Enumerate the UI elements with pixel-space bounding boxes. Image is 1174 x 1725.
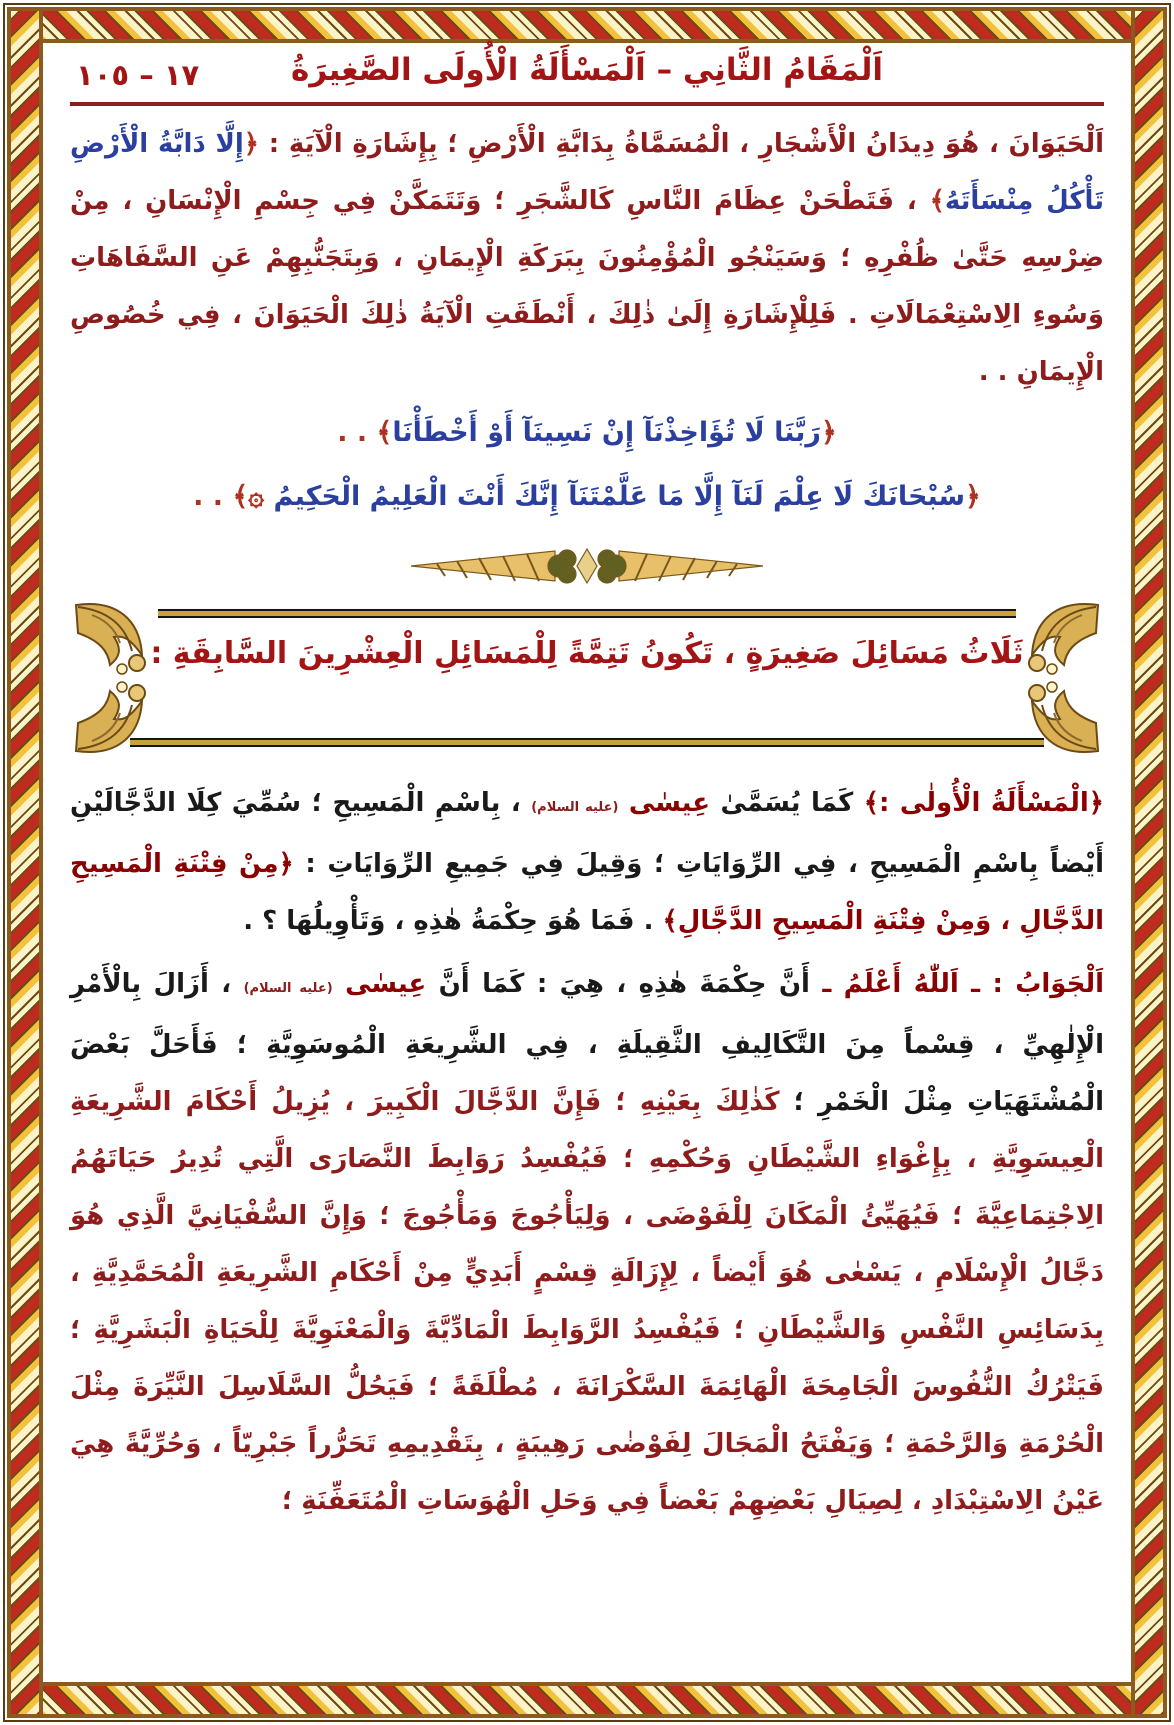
border-chain-top — [7, 7, 1167, 43]
paragraph-first-question — [70, 775, 1104, 950]
ornate-bracket-close: ۞﴾ . . — [193, 481, 274, 512]
quran-verse-line — [70, 465, 1104, 529]
border-chain-left — [7, 7, 43, 1718]
paragraph-dabbat-al-ard — [70, 116, 1104, 401]
quran-inline-verse: إِلَّا دَابَّةُ الْأَرْضِ تَأْكُلُ مِنْسَأَتَهُ — [70, 129, 1105, 216]
acanthus-corner-icon — [1022, 593, 1108, 679]
text-segment: ، بِاسْمِ الْمَسِيحِ ؛ سُمِّيَ كِلَا الدَّجَّالَيْنِ أَيْضاً بِاسْمِ الْمَسِيحِ ، فِي الرِّوَايَاتِ ؛ وَقِيلَ فِي جَمِيعِ الرِّوَايَاتِ : — [70, 788, 1105, 879]
page-content — [70, 52, 1104, 1675]
ornate-label: ﴿الْمَسْأَلَةُ الْأُولٰى :﴾ — [853, 788, 1104, 818]
ornate-bracket-close: ﴾ . . — [337, 417, 393, 448]
ornate-bracket-open: ﴿ — [820, 417, 837, 448]
ornate-bracket-close: ﴾ — [929, 186, 945, 216]
verse-text: رَبَّنَا لَا تُؤَاخِذْنَآ إِنْ نَسِينَآ أَوْ أَخْطَأْنَا — [392, 417, 821, 448]
section-divider — [70, 543, 1104, 593]
ornamental-heading-frame — [80, 603, 1094, 753]
text-segment: ، أَزَالَ بِالْأَمْرِ الْإِلٰهِيِّ ، قِسْماً مِنَ التَّكَالِيفِ الثَّقِيلَةِ ، فِي الشَّرِيعَةِ الْمُوسَوِيَّةِ ؛ فَأَحَلَّ بَعْضَ الْمُشْتَهَيَاتِ مِثْلَ الْخَمْرِ ؛ — [70, 969, 1105, 1117]
verse-text: سُبْحَانَكَ لَا عِلْمَ لَنَآ إِلَّا مَا عَلَّمْتَنَآ إِنَّكَ أَنْتَ الْعَلِيمُ الْحَكِيمُ — [273, 481, 966, 512]
alayhis-salam-medallion: (عليه السلام) — [531, 800, 619, 815]
name-isa: عِيسٰى — [618, 788, 711, 818]
text-segment: كَمَا يُسَمَّىٰ — [710, 788, 854, 818]
page-number: ١٧ – ١٠٥ — [76, 58, 200, 92]
page-header — [70, 52, 1104, 106]
acanthus-corner-icon — [66, 677, 152, 763]
text-segment: أَنَّ حِكْمَةَ هٰذِهِ ، هِيَ : كَمَا أَنَّ — [426, 969, 810, 999]
ornate-bracket-open: ﴿ — [243, 129, 259, 159]
name-isa: عِيسٰى — [332, 969, 427, 999]
text-segment: كَذٰلِكَ بِعَيْنِهِ ؛ فَإِنَّ الدَّجَّالَ الْكَبِيرَ ، يُزِيلُ أَحْكَامَ الشَّرِيعَةِ الْعِيسَوِيَّةِ ، بِإِغْوَاءِ الشَّيْطَانِ وَحُكْمِهِ ؛ فَيُفْسِدُ رَوَابِطَ النَّصَارَى الَّتِي تُدِيرُ حَيَاتَهُمُ الِاجْتِمَاعِيَّةَ ؛ فَيُهَيِّئُ الْمَكَانَ لِلْفَوْضَى ، وَلِيَأْجُوجَ وَمَأْجُوجَ ؛ وَإِنَّ السُّفْيَانِيَّ الَّذِي هُوَ دَجَّالُ الْإِسْلَامِ ، يَسْعٰى هُوَ أَيْضاً ، لِإِزَالَةِ قِسْمٍ أَبَدِيٍّ مِنْ أَحْكَامِ الشَّرِيعَةِ الْمُحَمَّدِيَّةِ ، بِدَسَائِسِ النَّفْسِ وَالشَّيْطَانِ ؛ فَيُفْسِدُ الرَّوَابِطَ الْمَادِّيَّةَ وَالْمَعْنَوِيَّةَ لِلْحَيَاةِ الْبَشَرِيَّةِ ؛ فَيَتْرُكُ النُّفُوسَ الْجَامِحَةَ الْهَائِمَةَ السَّكْرَانَةَ ، مُطْلَقَةً ؛ فَيَحُلُّ السَّلَاسِلَ النَّيِّرَةَ مِثْلَ الْحُرْمَةِ وَالرَّحْمَةِ ؛ وَيَفْتَحُ الْمَجَالَ لِفَوْضٰى رَهِيبَةٍ ، بِتَقْدِيمِهِ تَحَرُّراً جَبْرِيّاً ، وَحُرِّيَّةً هِيَ عَيْنُ الِاسْتِبْدَادِ ، لِصِيَالِ بَعْضِهِمْ بَعْضاً فِي وَحَلِ الْهُوَسَاتِ الْمُتَعَفِّنَةِ ؛ — [70, 1087, 1104, 1516]
spindle-divider-icon — [407, 543, 767, 589]
text-segment: ، فَتَطْحَنْ عِظَامَ النَّاسِ كَالشَّجَرِ ؛ وَتَتَمَكَّنْ فِي جِسْمِ الْإِنْسَانِ ، مِنْ ضِرْسِهِ حَتَّىٰ ظُفْرِهِ ؛ وَسَيَنْجُو الْمُؤْمِنُونَ بِبَرَكَةِ الْإِيمَانِ ، وَبِتَجَنُّبِهِمْ عَنِ السَّفَاهَاتِ وَسُوءِ الِاسْتِعْمَالَاتِ . فَلِلْإِشَارَةِ إِلَىٰ ذٰلِكَ ، أَنْطَقَتِ الْآيَةُ ذٰلِكَ الْحَيَوَانَ ، فِي خُصُوصِ الْإِيمَانِ . . — [70, 186, 1104, 387]
section-heading: ثَلَاثُ مَسَائِلَ صَغِيرَةٍ ، تَكُونُ تَتِمَّةً لِلْمَسَائِلِ الْعِشْرِينَ السَّابِقَةِ : — [150, 636, 1024, 671]
page-title: اَلْمَقَامُ الثَّانِي – اَلْمَسْأَلَةُ الْأُولَى الصَّغِيرَةُ — [291, 52, 883, 88]
quran-verse-line — [70, 401, 1104, 465]
acanthus-corner-icon — [1022, 677, 1108, 763]
alayhis-salam-medallion: (عليه السلام) — [243, 981, 333, 996]
answer-label: اَلْجَوَابُ : ـ اَللّٰهُ أَعْلَمُ ـ — [809, 969, 1104, 999]
hadith-quote: ﴿مِنْ فِتْنَةِ الْمَسِيحِ الدَّجَّالِ ، وَمِنْ فِتْنَةِ الْمَسِيحِ الدَّجَّالِ﴾ — [70, 849, 1104, 936]
text-segment: اَلْحَيَوَانَ ، هُوَ دِيدَانُ الْأَشْجَارِ ، الْمُسَمَّاةُ بِدَابَّةِ الْأَرْضِ ؛ بِإِشَارَةِ الْآيَةِ : — [259, 129, 1104, 159]
frame-rule-bottom — [130, 738, 1044, 747]
ornate-bracket-open: ﴿ — [965, 481, 981, 512]
text-segment: . فَمَا هُوَ حِكْمَةُ هٰذِهِ ، وَتَأْوِيلُهَا ؟ . — [243, 906, 663, 936]
frame-rule-top — [158, 609, 1016, 618]
border-chain-bottom — [7, 1682, 1167, 1718]
border-chain-right — [1131, 7, 1167, 1718]
paragraph-answer — [70, 956, 1104, 1530]
